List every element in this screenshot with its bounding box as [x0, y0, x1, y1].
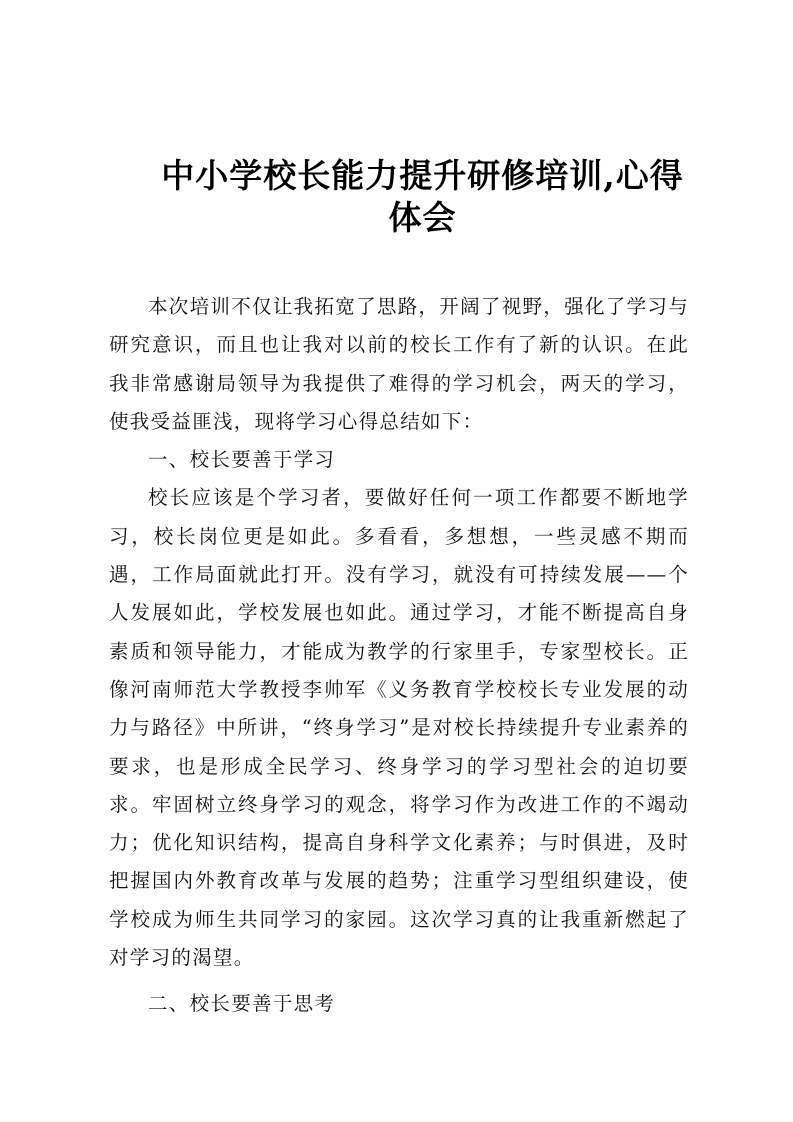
- intro-paragraph: 本次培训不仅让我拓宽了思路，开阔了视野，强化了学习与研究意识，而且也让我对以前的校长工作有了新的认识。在此我非常感谢局领导为我提供了难得的学习机会，两天的学习，使我受益匪浅，现将学习心得总结如下：: [109, 295, 689, 433]
- document-body: [109, 288, 689, 1024]
- section-heading-1: 一、校长要善于学习: [148, 448, 336, 472]
- document-title: 中小学校长能力提升研修培训,心得体会: [161, 156, 684, 237]
- section-heading-2: 二、校长要善于思考: [148, 992, 336, 1016]
- section-1-paragraph: 校长应该是个学习者，要做好任何一项工作都要不断地学习，校长岗位更是如此。多看看，多想想，一些灵感不期而遇，工作局面就此打开。没有学习，就没有可持续发展——个人发展如此，学校发展也如此。通过学习，才能不断提高自身素质和领导能力，才能成为教学的行家里手，专家型校长。正像河南师范大学教授李帅军《义务教育学校校长专业发展的动力与路径》中所讲，“终身学习”是对校长持续提升专业素养的要求，也是形成全民学习、终身学习的学习型社会的迫切要求。牢固树立终身学习的观念，将学习作为改进工作的不竭动力；优化知识结构，提高自身科学文化素养；与时俱进，及时把握国内外教育改革与发展的趋势；注重学习型组织建设，使学校成为师生共同学习的家园。这次学习真的让我重新燃起了对学习的渴望。: [109, 486, 689, 970]
